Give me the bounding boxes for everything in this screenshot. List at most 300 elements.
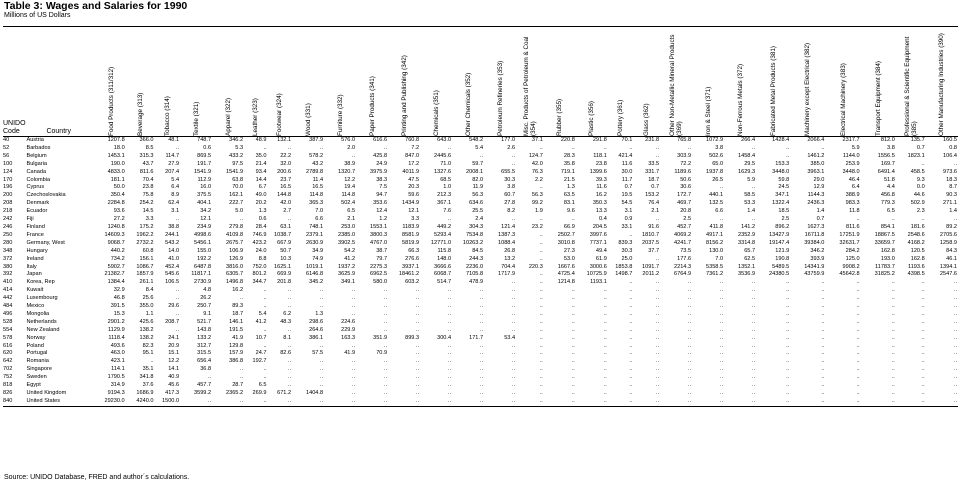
table-cell: 1399.6 (589, 168, 607, 175)
table-cell: 20.9 (168, 342, 180, 349)
column-header-label: Furniture (332) (336, 94, 344, 136)
table-cell: 7.2 (411, 144, 420, 151)
table-cell: 16.5 (312, 184, 324, 191)
table-cell: 298.6 (309, 318, 324, 325)
table-cell: 2548.6 (907, 231, 925, 238)
table-cell: 9.1 (203, 310, 212, 317)
table-row (3, 350, 958, 358)
table-cell: .. (786, 350, 790, 357)
table-cell: 2037.5 (641, 239, 660, 246)
table-cell: .. (856, 310, 860, 317)
table-cell: .. (287, 295, 292, 302)
table-row (3, 216, 958, 224)
table-cell: 27.8 (504, 200, 516, 207)
country-code: 414 (3, 287, 13, 294)
table-cell: 48.9 (255, 137, 267, 143)
table-cell: .. (786, 295, 790, 302)
country-name: Austria (26, 137, 44, 143)
table-cell: 2011.2 (642, 271, 660, 278)
table-cell: .. (719, 334, 724, 341)
table-cell: .. (891, 334, 895, 341)
table-cell: 1496.8 (225, 279, 244, 286)
table-cell: 5.9 (851, 144, 860, 151)
table-cell: 153.3 (775, 160, 790, 167)
table-cell: 8581.9 (401, 231, 420, 238)
table-cell: .. (825, 398, 860, 406)
table-cell: .. (175, 144, 180, 151)
table-cell: 854.1 (880, 223, 895, 230)
table-cell: 2008.1 (465, 168, 484, 175)
table-cell: 19147.4 (768, 239, 790, 246)
table-cell: .. (571, 287, 575, 294)
table-cell: 12.2 (344, 176, 356, 183)
table-cell: .. (383, 326, 388, 333)
table-row (3, 177, 958, 185)
table-cell: .. (921, 358, 925, 365)
table-cell: 10.7 (255, 334, 267, 341)
column-header-label: Food Products (311/312) (107, 66, 115, 136)
table-cell: .. (629, 287, 633, 294)
table-cell: 57.5 (312, 350, 324, 357)
table-cell: 43.2 (312, 160, 324, 167)
table-cell: 449.2 (437, 223, 452, 230)
table-cell: .. (891, 358, 895, 365)
table-cell: 603.2 (405, 279, 420, 286)
table-cell: .. (207, 374, 212, 381)
table-cell: 82.6 (280, 350, 292, 357)
table-cell: .. (751, 358, 756, 365)
table-cell: 114.8 (309, 192, 324, 199)
table-cell: 28.4 (255, 223, 267, 230)
column-header-label: Other Non-Metallic Mineral Products (369) (669, 34, 684, 136)
table-cell: 3666.6 (433, 263, 452, 270)
table-cell: .. (319, 374, 324, 381)
table-cell: 2705.6 (939, 231, 957, 238)
country-code: 496 (3, 310, 13, 317)
table-cell: .. (921, 216, 925, 223)
table-cell: 1498.7 (615, 271, 633, 278)
table-cell: 58.5 (744, 192, 756, 199)
table-cell: .. (479, 295, 484, 302)
column-header-label: Iron & Steel (371) (704, 86, 712, 136)
table-cell: 192.7 (252, 358, 267, 365)
table-cell: .. (953, 318, 957, 325)
country-name: Luxembourg (26, 295, 58, 302)
table-row (3, 264, 958, 272)
table-cell: .. (383, 342, 388, 349)
table-cell: .. (415, 287, 420, 294)
table-cell: 1322.4 (772, 200, 790, 207)
table-cell: 106.5 (165, 279, 180, 286)
table-cell: 3448.0 (842, 168, 860, 175)
table-cell: .. (687, 342, 692, 349)
table-cell: .. (383, 310, 388, 317)
table-cell: .. (655, 287, 660, 294)
table-cell: 545.6 (165, 271, 180, 278)
table-cell: 4917.1 (705, 231, 724, 238)
table-cell: 6.5 (258, 382, 267, 389)
table-cell: 160.5 (943, 137, 957, 143)
table-cell: .. (655, 326, 660, 333)
table-cell: 4241.7 (673, 239, 692, 246)
table-cell: 7361.2 (705, 271, 724, 278)
country-name: Barbados (26, 144, 51, 151)
column-header-label: Other Chemicals (352) (464, 72, 472, 136)
table-cell: 30.6 (680, 184, 692, 191)
table-cell: 38.7 (376, 247, 388, 254)
table-cell: 811.6 (139, 168, 154, 175)
table-cell: 3.1 (171, 208, 180, 215)
country-name: Ireland (26, 255, 44, 262)
table-cell: 16.2 (595, 192, 607, 199)
table-cell: 4725.4 (557, 271, 575, 278)
table-cell: .. (571, 318, 575, 325)
table-cell: 0.6 (258, 216, 267, 223)
column-header (356, 27, 388, 137)
table-cell: .. (953, 358, 957, 365)
table-cell: 5293.4 (433, 231, 452, 238)
table-cell: .. (539, 326, 543, 333)
table-cell: .. (479, 390, 484, 396)
table-cell: 1327.6 (433, 168, 452, 175)
table-cell: 2.1 (651, 208, 660, 215)
table-cell: .. (953, 295, 957, 302)
table-cell: 4767.0 (369, 239, 388, 246)
table-cell: 7105.8 (465, 271, 484, 278)
table-cell: .. (287, 216, 292, 223)
table-row (3, 232, 958, 240)
table-cell: 1823.1 (907, 152, 925, 159)
table-cell: .. (479, 303, 484, 310)
table-cell: 41.9 (344, 350, 356, 357)
table-row (3, 327, 958, 335)
table-cell: 106.4 (943, 152, 957, 159)
table-cell: 53.3 (744, 200, 756, 207)
table-cell: 29.5 (744, 160, 756, 167)
table-cell: 6.5 (887, 208, 895, 215)
column-header (484, 27, 516, 137)
table-cell: .. (719, 342, 724, 349)
table-cell: .. (724, 398, 756, 406)
table-cell: 114.1 (111, 366, 125, 373)
table-cell: .. (319, 144, 324, 151)
table-cell: .. (953, 350, 957, 357)
table-cell: .. (603, 390, 607, 396)
table-cell: 91.6 (648, 223, 660, 230)
table-cell: 39384.0 (804, 239, 825, 246)
table-cell: 177.0 (501, 137, 516, 143)
table-cell: 291.8 (592, 137, 607, 143)
table-cell: 1627.3 (807, 223, 825, 230)
table-cell: .. (539, 255, 543, 262)
table-cell: 5819.9 (401, 239, 420, 246)
table-row (3, 335, 958, 343)
table-cell: .. (319, 287, 324, 294)
table-cell: .. (447, 366, 452, 373)
column-header-label: Plastic (356) (588, 101, 596, 136)
table-cell: .. (287, 303, 292, 310)
table-cell: 2.0 (347, 144, 356, 151)
table-cell: 120.5 (910, 247, 925, 254)
table-cell: .. (383, 303, 388, 310)
table-cell: .. (856, 358, 860, 365)
table-cell: .. (856, 366, 860, 373)
table-cell: 2675.7 (225, 239, 244, 246)
table-cell: 3448.0 (772, 168, 790, 175)
table-cell: .. (383, 287, 388, 294)
table-cell: 16711.8 (804, 231, 825, 238)
wages-table (3, 26, 958, 407)
table-cell: 847.0 (405, 152, 420, 159)
table-cell: .. (287, 144, 292, 151)
table-cell: 514.7 (437, 279, 452, 286)
table-cell: 33.5 (648, 160, 660, 167)
table-cell: 1458.4 (737, 152, 756, 159)
table-cell: 0.9 (624, 216, 633, 223)
country-name: Colombia (26, 176, 51, 183)
table-cell: 1258.9 (939, 239, 957, 246)
table-cell: 172.7 (677, 192, 692, 199)
table-cell: 1.9 (535, 208, 543, 215)
table-cell: 5489.5 (772, 263, 790, 270)
table-cell: 12.4 (376, 208, 388, 215)
table-cell: 73.5 (680, 247, 692, 254)
table-cell: 47.5 (408, 176, 420, 183)
table-cell: 1.3 (315, 310, 324, 317)
table-cell: .. (287, 326, 292, 333)
country-name: Netherlands (26, 318, 57, 325)
table-cell: 3975.9 (369, 168, 388, 175)
table-cell: 5.4 (171, 176, 180, 183)
table-cell: 2.3 (916, 208, 925, 215)
table-cell: 42.0 (531, 160, 543, 167)
country-code: 200 (3, 192, 13, 199)
table-cell: 190.0 (110, 160, 125, 167)
table-cell: .. (921, 366, 925, 373)
table-cell: .. (921, 390, 925, 396)
table-cell: 132.1 (277, 137, 292, 143)
table-cell: 502.4 (341, 200, 356, 207)
table-cell: 3.8 (715, 144, 724, 151)
table-cell: .. (175, 326, 180, 333)
table-cell: 4240.0 (126, 398, 155, 406)
table-cell: 300.4 (437, 334, 452, 341)
table-cell: 344.7 (252, 279, 267, 286)
table-cell: .. (511, 152, 516, 159)
column-header (576, 27, 608, 137)
table-cell: 35.1 (142, 366, 154, 373)
table-cell: 346.2 (229, 137, 244, 143)
table-cell: 32.0 (280, 160, 292, 167)
table-cell: .. (263, 374, 267, 381)
table-cell: 23.2 (531, 223, 543, 230)
table-cell: .. (388, 398, 420, 406)
table-cell: .. (603, 382, 607, 389)
table-cell: 2.7 (283, 208, 292, 215)
country-code: 250 (3, 231, 13, 238)
table-cell: .. (856, 334, 860, 341)
table-cell: .. (786, 334, 790, 341)
table-cell: .. (655, 310, 660, 317)
table-cell: 8.4 (145, 287, 154, 294)
column-header-label: Wood (331) (304, 103, 312, 136)
table-cell: .. (786, 374, 790, 381)
table-cell: 0.6 (203, 144, 212, 151)
table-cell: .. (447, 144, 452, 151)
table-cell: .. (633, 398, 660, 406)
table-cell: 90.3 (946, 192, 957, 199)
table-cell: .. (953, 366, 957, 373)
table-cell: 1404.8 (305, 390, 324, 396)
table-cell: 13427.9 (768, 231, 790, 238)
table-row (3, 382, 958, 390)
table-cell: 1.4 (816, 208, 825, 215)
table-cell: 1.3 (567, 184, 575, 191)
table-cell: 385.0 (810, 160, 825, 167)
table-cell: 8.9 (171, 192, 180, 199)
table-cell: 46.1 (946, 255, 957, 262)
table-cell: 1088.4 (497, 239, 516, 246)
table-cell: .. (571, 366, 575, 373)
table-cell: 34.2 (200, 208, 212, 215)
table-cell: .. (175, 295, 180, 302)
table-cell: 89.2 (946, 223, 957, 230)
table-cell: 254.2 (139, 200, 154, 207)
table-row (3, 248, 958, 256)
table-cell: 9068.7 (107, 239, 125, 246)
table-cell: 365.3 (309, 200, 324, 207)
column-header (388, 27, 420, 137)
table-cell: 314.9 (110, 382, 125, 389)
table-cell: .. (790, 398, 825, 406)
table-cell: 1.4 (949, 208, 957, 215)
table-cell: 1183.9 (402, 223, 420, 230)
column-header (324, 27, 356, 137)
table-cell: .. (539, 303, 543, 310)
table-cell: .. (629, 279, 633, 286)
table-cell: 456.8 (880, 192, 895, 199)
table-cell: .. (629, 366, 633, 373)
table-cell: 50.7 (280, 247, 292, 254)
table-cell: .. (687, 326, 692, 333)
table-cell: 3800.3 (369, 231, 388, 238)
table-cell: .. (351, 303, 356, 310)
table-row (3, 208, 958, 216)
table-cell: 20.3 (408, 184, 420, 191)
table-cell: .. (539, 334, 543, 341)
table-cell: 346.2 (810, 247, 825, 254)
table-cell: 49.4 (595, 247, 607, 254)
table-cell: 53.4 (504, 334, 516, 341)
table-cell: .. (319, 358, 324, 365)
table-cell: 156.1 (139, 255, 154, 262)
table-cell: 269.9 (252, 390, 267, 396)
table-row (3, 256, 958, 264)
country-code: 242 (3, 216, 13, 223)
table-cell: 133.2 (197, 334, 212, 341)
column-header-label: Other Manufacturing Industries (390) (938, 33, 946, 136)
table-cell: 23.8 (595, 160, 607, 167)
table-cell: .. (319, 366, 324, 373)
table-cell: 18.7 (232, 310, 244, 317)
table-cell: .. (629, 144, 633, 151)
table-cell: 253.9 (845, 160, 860, 167)
table-cell: 1387.3 (497, 231, 516, 238)
table-cell: .. (511, 295, 516, 302)
table-cell: 4998.6 (193, 231, 212, 238)
table-cell: .. (687, 303, 692, 310)
table-cell: .. (751, 287, 756, 294)
table-cell: .. (786, 144, 790, 151)
table-cell: .. (571, 334, 575, 341)
table-cell: .. (447, 303, 452, 310)
country-name: Ecuador (26, 208, 48, 215)
table-cell: .. (921, 279, 925, 286)
table-cell: 157.9 (229, 350, 244, 357)
table-cell: 224.6 (341, 318, 356, 325)
column-header (544, 27, 576, 137)
table-cell: .. (351, 382, 356, 389)
table-cell: 543.2 (165, 239, 180, 246)
country-name: Sweden (26, 374, 47, 381)
table-cell: 32631.7 (839, 239, 860, 246)
table-cell: 56.3 (531, 192, 543, 199)
table-cell: .. (891, 303, 895, 310)
table-cell: .. (856, 342, 860, 349)
table-cell: .. (539, 382, 543, 389)
table-cell: 6305.7 (225, 271, 244, 278)
table-cell: .. (629, 342, 633, 349)
table-cell: 411.8 (709, 223, 724, 230)
country-code: 442 (3, 295, 13, 302)
table-cell: .. (891, 366, 895, 373)
table-cell: 1118.4 (108, 334, 125, 341)
table-cell: .. (571, 342, 575, 349)
table-cell: 175.2 (139, 223, 154, 230)
table-cell: 18.0 (113, 144, 125, 151)
table-cell: 40.9 (168, 374, 180, 381)
table-cell: .. (821, 295, 825, 302)
table-cell: 5.4 (258, 310, 267, 317)
table-cell: .. (447, 382, 452, 389)
table-cell: 82.3 (142, 342, 154, 349)
table-cell: 56.3 (472, 192, 484, 199)
table-cell: 812.0 (880, 137, 895, 143)
column-header-label: Rubber (355) (556, 98, 564, 136)
table-cell: 51.8 (883, 176, 895, 183)
table-cell: 616.6 (373, 137, 388, 143)
table-cell: 5.3 (235, 144, 244, 151)
table-cell: .. (953, 303, 957, 310)
table-cell: 30.3 (504, 176, 516, 183)
country-code: 702 (3, 366, 13, 373)
table-cell: 0.0 (916, 184, 925, 191)
table-cell: .. (629, 303, 633, 310)
table-cell: .. (268, 398, 293, 406)
table-cell: 3536.9 (737, 271, 756, 278)
table-cell: .. (687, 310, 692, 317)
table-cell: .. (287, 382, 292, 389)
table-cell: .. (629, 231, 633, 238)
table-cell: 6.6 (715, 208, 724, 215)
table-cell: 126.9 (229, 255, 244, 262)
column-header (126, 27, 155, 137)
table-cell: .. (319, 382, 324, 389)
table-cell: .. (239, 374, 244, 381)
table-row (3, 271, 958, 279)
country-code: 124 (3, 168, 13, 175)
country-name: Germany, West (26, 239, 65, 246)
